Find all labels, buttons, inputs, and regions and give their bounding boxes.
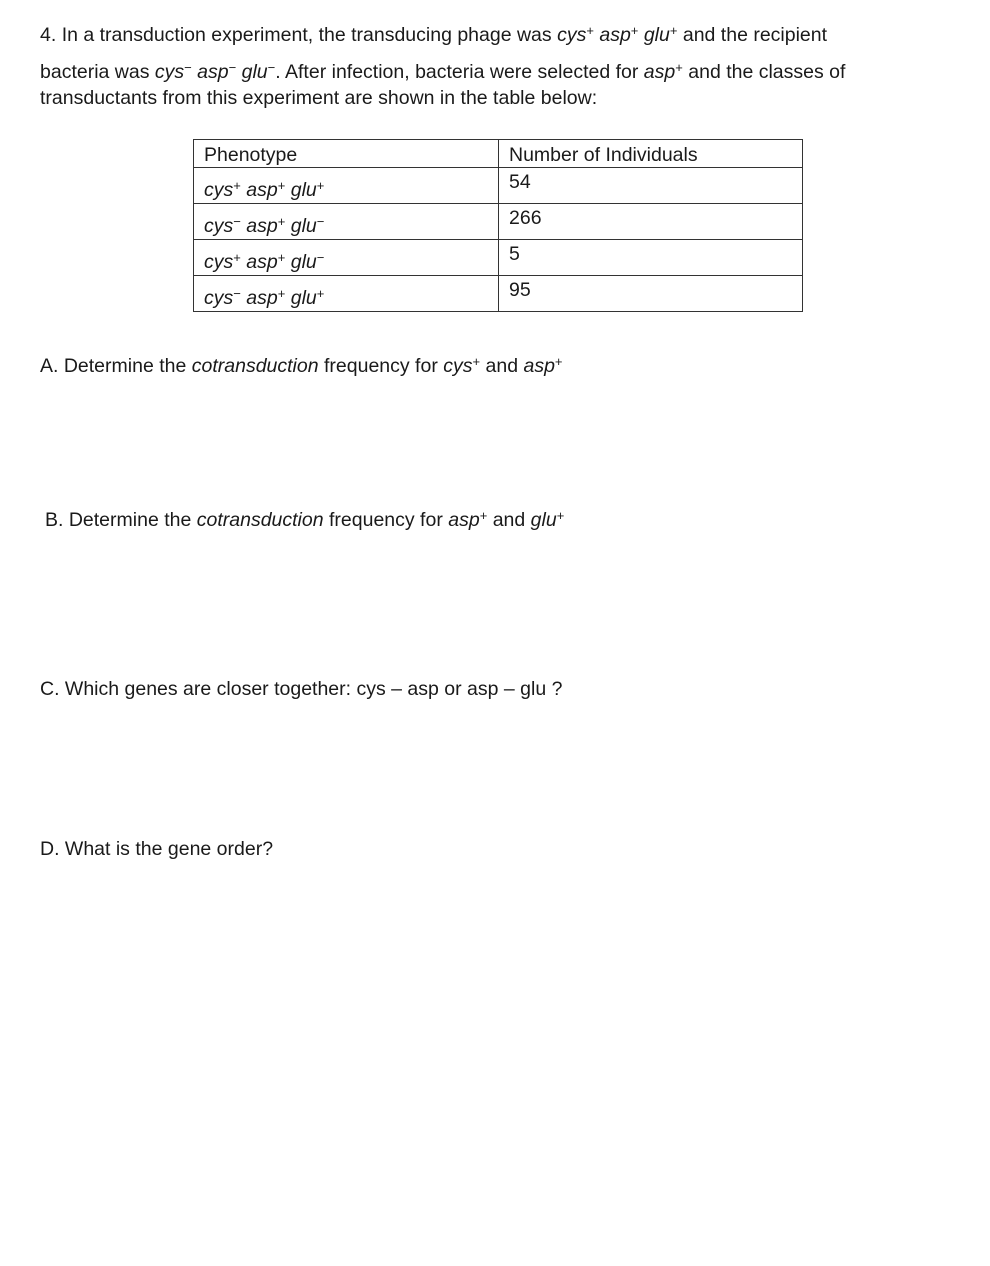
intro-text-3: bacteria was xyxy=(40,61,150,83)
intro-line-1 xyxy=(40,23,828,46)
selected-gene: asp xyxy=(643,61,676,83)
part-a-allele2: + xyxy=(554,354,563,369)
part-a-term: cotransduction xyxy=(191,355,319,377)
intro-text-5: and the classes of xyxy=(688,61,846,83)
part-a xyxy=(40,354,563,377)
part-b-term: cotransduction xyxy=(196,509,324,531)
header-number: Number of Individuals xyxy=(499,140,803,168)
table-row xyxy=(194,276,803,312)
recipient-gene-asp: asp xyxy=(197,61,229,83)
phage-allele-asp: + xyxy=(630,23,639,38)
part-b-gene2: glu xyxy=(530,509,557,531)
count-cell: 95 xyxy=(499,276,803,312)
part-a-allele1: + xyxy=(472,354,481,369)
phage-gene-cys: cys xyxy=(557,24,587,46)
part-a-gene1: cys xyxy=(443,355,473,377)
part-b-and: and xyxy=(492,509,526,531)
intro-text-6: transductants from this experiment are shown in the table below: xyxy=(40,87,598,109)
phage-allele-glu: + xyxy=(669,23,678,38)
part-a-prefix: A. Determine the xyxy=(40,355,187,377)
recipient-gene-cys: cys xyxy=(154,61,185,83)
part-b-allele2: + xyxy=(556,508,565,523)
table-row xyxy=(194,240,803,276)
selected-allele: + xyxy=(675,60,683,75)
phenotype-cell: cys+ asp+ glu+ xyxy=(194,168,499,204)
phage-gene-asp: asp xyxy=(599,24,631,46)
question-number: 4. xyxy=(40,24,57,46)
part-a-mid: frequency for xyxy=(324,355,438,377)
recipient-allele-cys: − xyxy=(184,60,192,75)
phenotype-cell: cys− asp+ glu− xyxy=(194,204,499,240)
count-cell: 266 xyxy=(499,204,803,240)
table-row xyxy=(194,204,803,240)
table-header-row xyxy=(194,140,803,168)
part-a-gene2: asp xyxy=(523,355,555,377)
transductant-table xyxy=(193,139,803,312)
count-cell: 5 xyxy=(499,240,803,276)
recipient-allele-asp: − xyxy=(228,60,237,75)
intro-text-4: . After infection, bacteria were selected for xyxy=(275,61,639,83)
recipient-allele-glu: − xyxy=(267,60,276,75)
phage-gene-glu: glu xyxy=(643,24,670,46)
phage-allele-cys: + xyxy=(586,23,594,38)
header-phenotype: Phenotype xyxy=(194,140,499,168)
part-a-and: and xyxy=(485,355,519,377)
phenotype-cell: cys+ asp+ glu− xyxy=(194,240,499,276)
part-b xyxy=(45,508,565,531)
intro-text-2: and the recipient xyxy=(682,24,828,46)
part-b-mid: frequency for xyxy=(329,509,443,531)
intro-text-1: In a transduction experiment, the transducing phage was xyxy=(61,24,552,46)
part-d-text: D. What is the gene order? xyxy=(40,838,274,860)
count-cell: 54 xyxy=(499,168,803,204)
part-b-prefix: B. Determine the xyxy=(45,509,192,531)
recipient-gene-glu: glu xyxy=(241,61,268,83)
part-c xyxy=(40,680,562,700)
intro-line-2 xyxy=(40,60,846,83)
part-d xyxy=(40,840,273,860)
part-c-text: C. Which genes are closer together: cys – asp or asp – glu ? xyxy=(40,678,563,700)
intro-line-3 xyxy=(40,89,597,109)
part-b-gene1: asp xyxy=(448,509,480,531)
part-b-allele1: + xyxy=(479,508,488,523)
table-row xyxy=(194,168,803,204)
phenotype-cell: cys− asp+ glu+ xyxy=(194,276,499,312)
